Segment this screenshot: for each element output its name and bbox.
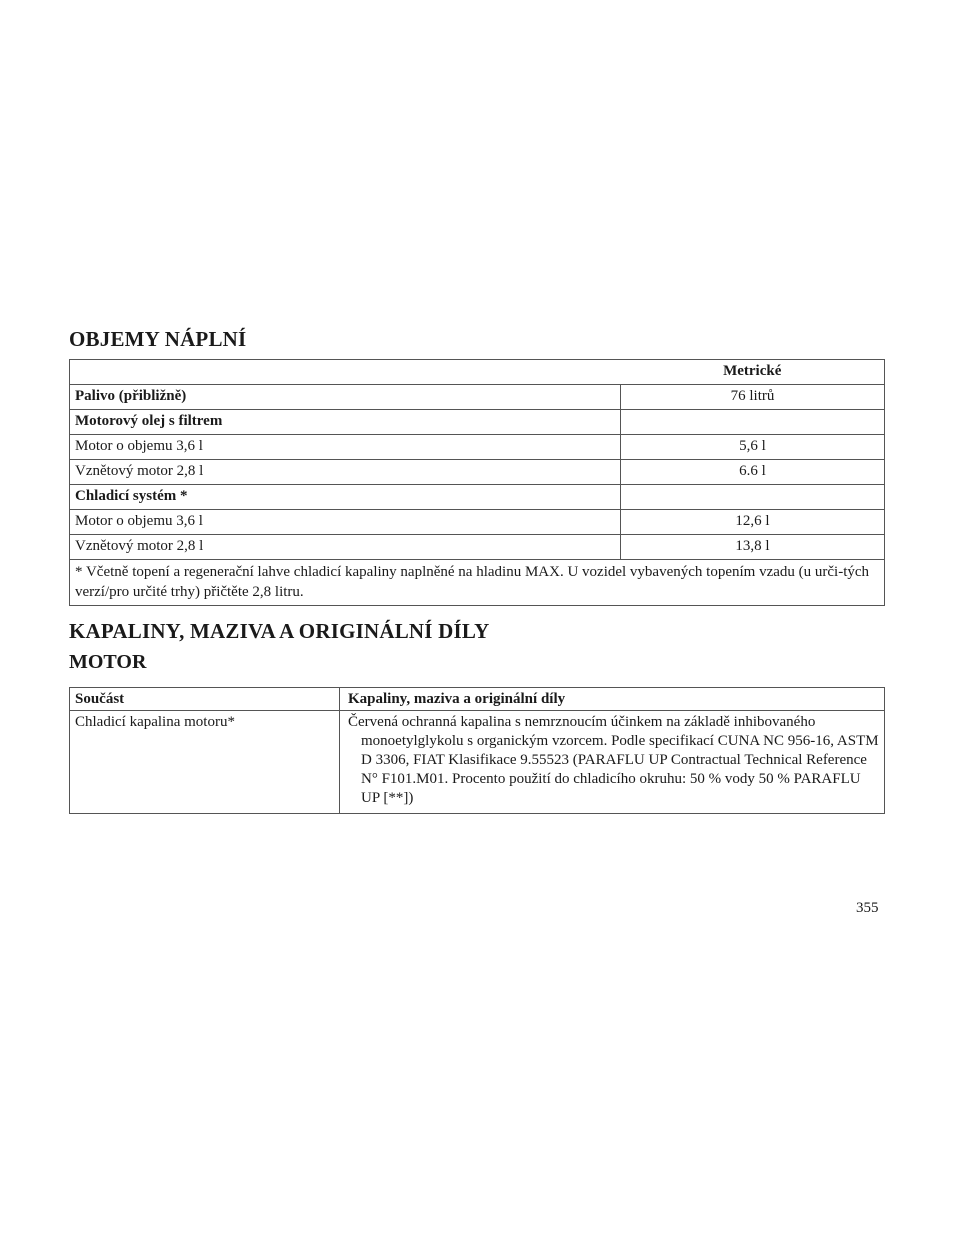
table-header-row — [70, 360, 885, 385]
row-value — [621, 485, 885, 510]
footnote-row — [70, 560, 885, 606]
row-label: Vznětový motor 2,8 l — [70, 535, 621, 560]
capacities-footnote: * Včetně topení a regenerační lahve chladicí kapaliny naplněné na hladinu MAX. U vozidel vybavených topením vzadu (u urči-tých verzí/pro určité trhy) přičtěte 2,8 litru. — [70, 560, 885, 606]
table-row — [70, 385, 885, 410]
row-label: Motorový olej s filtrem — [70, 410, 621, 435]
capacities-table — [69, 359, 885, 606]
component-header: Součást — [70, 688, 340, 711]
row-label: Palivo (přibližně) — [70, 385, 621, 410]
empty-header-cell — [70, 360, 621, 385]
row-label: Motor o objemu 3,6 l — [70, 435, 621, 460]
table-row — [70, 460, 885, 485]
row-label: Chladicí systém * — [70, 485, 621, 510]
component-cell: Chladicí kapalina motoru* — [70, 711, 340, 814]
fluid-description: Červená ochranná kapalina s nemrznoucím účinkem na základě inhibovaného monoetylglykolu s organickým vzorcem. Podle specifikací CUNA NC 956-16, ASTM D 3306, FIAT Klasifikace 9.55523 (PARAFLU UP Contractual Technical Reference N° F101.M01. Procento použití do chladicího okruhu: 50 % vody 50 % PARAFLU UP [**]) — [348, 714, 879, 806]
row-label: Vznětový motor 2,8 l — [70, 460, 621, 485]
row-value: 13,8 l — [621, 535, 885, 560]
row-value — [621, 410, 885, 435]
engine-subtitle: MOTOR — [69, 651, 147, 673]
page-number: 355 — [856, 900, 879, 916]
fluid-cell — [340, 711, 885, 814]
table-row — [70, 510, 885, 535]
row-value: 12,6 l — [621, 510, 885, 535]
capacities-title: OBJEMY NÁPLNÍ — [69, 327, 247, 351]
row-value: 5,6 l — [621, 435, 885, 460]
metric-header: Metrické — [621, 360, 885, 385]
fluid-header: Kapaliny, maziva a originální díly — [340, 688, 885, 711]
table-row — [70, 435, 885, 460]
row-value: 6.6 l — [621, 460, 885, 485]
table-row — [70, 485, 885, 510]
row-value: 76 litrů — [621, 385, 885, 410]
table-row — [70, 535, 885, 560]
row-label: Motor o objemu 3,6 l — [70, 510, 621, 535]
table-header-row — [70, 688, 885, 711]
fluids-table — [69, 687, 885, 814]
fluids-title: KAPALINY, MAZIVA A ORIGINÁLNÍ DÍLY — [69, 619, 490, 643]
table-row — [70, 711, 885, 814]
table-row — [70, 410, 885, 435]
